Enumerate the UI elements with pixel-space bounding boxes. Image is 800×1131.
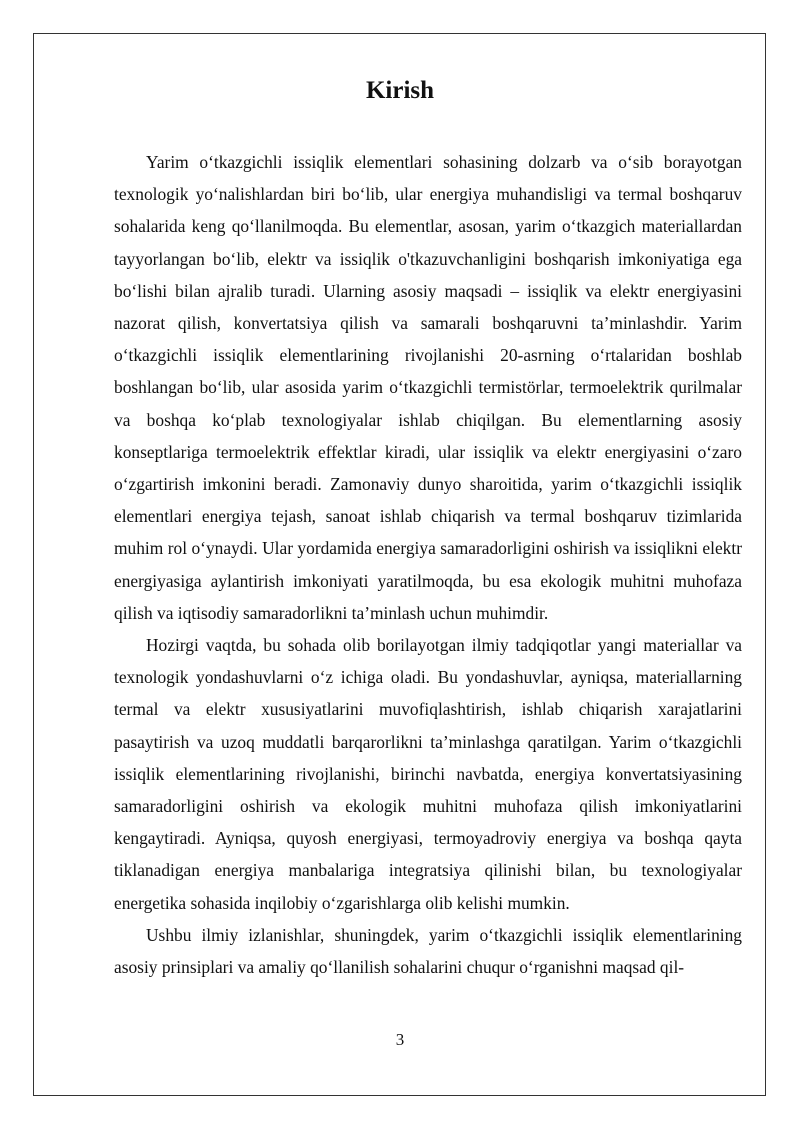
- paragraph-3: Ushbu ilmiy izlanishlar, shuningdek, yarim o‘tkazgichli issiqlik elementlarining asosiy prinsiplari va amaliy qo‘llanilish sohalarini chuqur o‘rganishni maqsad qil-: [114, 924, 742, 978]
- paragraph-2: Hozirgi vaqtda, bu sohada olib borilayotgan ilmiy tadqiqotlar yangi materiallar va texnologik yondashuvlarni o‘z ichiga oladi. Bu yondashuvlar, ayniqsa, materiallarning termal va elektr xususiyatlarini muvofiqlashtirish, ishlab chiqarish xarajatlarini pasaytirish va uzoq muddatli barqarorlikni ta’minlashga qaratilgan. Yarim o‘tkazgichli issiqlik elementlarining rivojlanishi, birinchi navbatda, energiya konvertatsiyasining samaradorligini oshirish va ekologik muhitni muhofaza qilish imkoniyatlarini kengaytiradi. Ayniqsa, quyosh energiyasi, termoyadroviy energiya va boshqa qayta tiklanadigan energiya manbalariga integratsiya qilinishi bilan, bu texnologiyalar energetika sohasida inqilobiy o‘zgarishlarga olib kelishi mumkin.: [114, 635, 742, 913]
- paragraph-1: Yarim o‘tkazgichli issiqlik elementlari sohasining dolzarb va o‘sib borayotgan texnologik yo‘nalishlardan biri bo‘lib, ular energiya muhandisligi va termal boshqaruv sohalarida keng qo‘llanilmoqda. Bu elementlar, asosan, yarim o‘tkazgich materiallardan tayyorlangan bo‘lib, elektr va issiqlik o'tkazuvchanligini boshqarish imkoniyatiga ega bo‘lishi bilan ajralib turadi. Ularning asosiy maqsadi – issiqlik va elektr energiyasini nazorat qilish, konvertatsiya qilish va samarali boshqaruvni ta’minlashdir. Yarim o‘tkazgichli issiqlik elementlarining rivojlanishi 20-asrning o‘rtalaridan boshlab boshlangan bo‘lib, ular asosida yarim o‘tkazgichli termistörlar, termoelektrik qurilmalar va boshqa ko‘plab texnologiyalar ishlab chiqilgan. Bu elementlarning asosiy konseptlariga termoelektrik effektlar kiradi, ular issiqlik va elektr energiyasini o‘zaro o‘zgartirish imkonini beradi. Zamonaviy dunyo sharoitida, yarim o‘tkazgichli issiqlik elementlari energiya tejash, sanoat ishlab chiqarish va termal boshqaruv tizimlarida muhim rol o‘ynaydi. Ular yordamida energiya samaradorligini oshirish va issiqlikni elektr energiyasiga aylantirish imkoniyati yaratilmoqda, bu esa ekologik muhitni muhofaza qilish va iqtisodiy samaradorlikni ta’minlash uchun muhimdir.: [114, 152, 742, 623]
- page-title: Kirish: [365, 77, 435, 104]
- document-body: [114, 146, 742, 983]
- page-number: 3: [395, 1030, 405, 1049]
